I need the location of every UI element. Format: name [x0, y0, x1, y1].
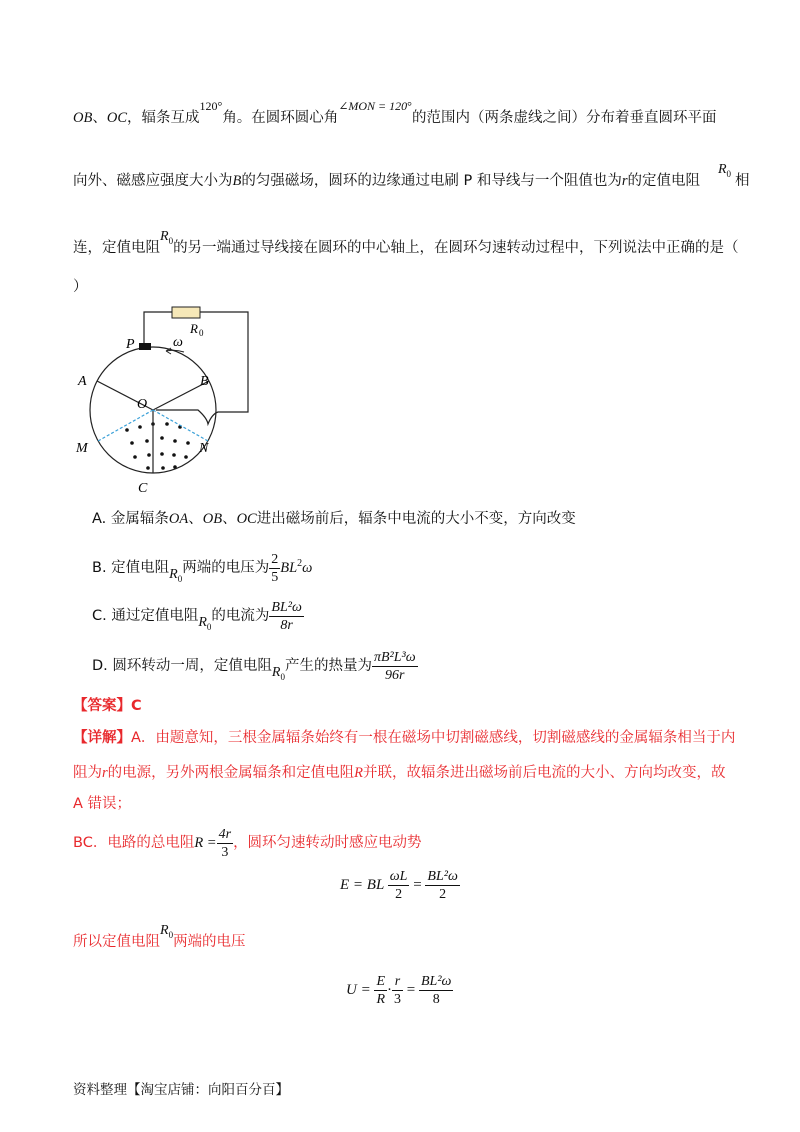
- option-d[interactable]: [92, 648, 418, 689]
- text: 、: [92, 110, 107, 126]
- explain-line-3: A 错误；: [73, 796, 132, 812]
- fraction: $\frac{4r}{3}$: [218, 826, 232, 860]
- label-r0-sub: 0: [199, 328, 204, 338]
- fraction: $\frac{\text{BL²ω}}{2}$: [427, 869, 458, 902]
- degree-sign: °: [217, 99, 223, 113]
- text: 进出磁场前后，辐条中电流的大小不变，方向改变: [256, 511, 576, 527]
- explain-line-1: [73, 728, 735, 748]
- symbol-R: R: [354, 765, 364, 781]
- brush-p: [139, 343, 151, 350]
- question-line-4: ）: [73, 279, 88, 295]
- fraction: $\frac{r}{3}$: [394, 974, 402, 1007]
- footer-source: 资料整理【淘宝店铺：向阳百分百】: [73, 1082, 289, 1098]
- equation-emf: E = BL $\frac{\omega L}{2}$ = $\frac{\text{BL²ω}}{2}$: [340, 869, 458, 902]
- symbol-b: B: [232, 173, 242, 189]
- answer-value: C: [131, 698, 142, 714]
- label-p: P: [126, 337, 135, 352]
- text: 连，定值电阻: [73, 240, 160, 256]
- explain-line-2: 阻为r的电源，另外两根金属辐条和定值电阻R并联，故辐条进出磁场前后电流的大小、方向均改变，故: [73, 765, 726, 781]
- symbol-ob: OB: [202, 511, 223, 527]
- angle-value: 120: [199, 99, 218, 113]
- fraction: $\frac{E}{R}$: [376, 974, 386, 1007]
- text: 两端的电压为: [182, 560, 270, 576]
- text: 产生的热量为: [284, 658, 372, 674]
- label-omega: ω: [173, 335, 183, 350]
- answer-tag: 【答案】: [73, 698, 131, 714]
- text: A．由题意知，三根金属辐条始终有一根在磁场中切割磁感线，切割磁感线的金属辐条相当于内: [131, 730, 736, 746]
- option-c[interactable]: [92, 598, 304, 639]
- expr: BL: [280, 560, 298, 576]
- explain-line-4: BC．电路的总电阻R = $\frac{4r}{3}$ ，圆环匀速转动时感应电动势: [73, 826, 422, 860]
- explain-tag: 【详解】: [73, 730, 131, 746]
- symbol-oa: OA: [168, 511, 189, 527]
- text-ob: OB: [73, 110, 93, 126]
- question-line-2: [73, 162, 750, 196]
- label-b: B: [200, 374, 209, 389]
- answer: [73, 696, 142, 716]
- fraction: $\frac{2}{5}$: [271, 551, 279, 585]
- question-line-1: [73, 99, 717, 128]
- text: 的另一端通过导线接在圆环的中心轴上，在圆环匀速转动过程中，下列说法中正确的是（: [173, 240, 739, 256]
- option-b[interactable]: [92, 550, 312, 591]
- text: 圆环转动一周，定值电阻: [112, 658, 272, 674]
- boundary-om: [98, 410, 153, 441]
- req-lhs: R =: [194, 835, 217, 851]
- symbol-r0: $R_0$: [160, 923, 174, 940]
- option-label: A.: [92, 511, 107, 527]
- circuit-figure: [70, 300, 270, 500]
- label-r0: R: [190, 321, 198, 336]
- text: 的电流为: [211, 608, 270, 624]
- label-o: O: [137, 397, 148, 412]
- symbol-oc: OC: [236, 511, 257, 527]
- option-label: B.: [92, 560, 107, 576]
- symbol-r: r: [102, 765, 108, 781]
- field-dots: [125, 422, 190, 470]
- resistor-r0: [172, 307, 200, 318]
- label-c: C: [138, 481, 148, 496]
- boundary-on: [153, 410, 208, 441]
- text-oc: OC: [106, 110, 127, 126]
- fraction: $\frac{\omega L}{2}$: [389, 869, 408, 902]
- label-n: N: [199, 441, 209, 456]
- label-m: M: [76, 441, 88, 456]
- text: 的定值电阻: [627, 173, 700, 189]
- symbol-r0: $R_0$: [169, 567, 183, 584]
- symbol-r: r: [621, 173, 628, 189]
- text: 定值电阻: [111, 560, 170, 576]
- fraction: $\frac{\text{πB²L³ω}}{96r}$: [373, 649, 416, 683]
- text: ，辐条互成: [127, 110, 200, 126]
- symbol-r0: $R_0$: [271, 665, 285, 682]
- angle-mon: ∠MON = 120: [338, 99, 408, 113]
- fraction: $\frac{\text{BL²ω}}{8}$: [421, 974, 452, 1007]
- text: 的匀强磁场，圆环的边缘通过电刷 P 和导线与一个阻值也为: [241, 173, 622, 189]
- fraction: $\frac{\text{BL²ω}}{8r}$: [271, 599, 302, 633]
- option-label: C.: [92, 608, 107, 624]
- question-line-3: [73, 229, 739, 263]
- text: 相: [735, 173, 750, 189]
- symbol-r0: $R_0$: [198, 615, 212, 632]
- text: 的范围内（两条虚线之间）分布着垂直圆环平面: [411, 110, 717, 126]
- explain-line-5: 所以定值电阻$R_0$两端的电压: [73, 923, 246, 950]
- text: 向外、磁感应强度大小为: [73, 173, 233, 189]
- symbol-r0: $R_0$: [717, 162, 732, 179]
- text: 角。在圆环圆心角: [222, 110, 339, 126]
- symbol-r0: $R_0$: [160, 229, 174, 246]
- wire-brush: [144, 312, 172, 344]
- option-a[interactable]: A. 金属辐条OA、OB、OC进出磁场前后，辐条中电流的大小不变，方向改变: [92, 511, 576, 527]
- label-a: A: [78, 374, 87, 389]
- option-label: D.: [92, 658, 108, 674]
- omega: ω: [302, 560, 313, 576]
- equation-voltage: U = $\frac{E}{R}$ · $\frac{r}{3}$ = $\frac{\text{BL²ω}}{8}$: [346, 974, 452, 1007]
- degree-sign: °: [407, 99, 412, 113]
- text: 通过定值电阻: [111, 608, 199, 624]
- exponent: 2: [297, 558, 303, 569]
- text: 金属辐条: [110, 511, 169, 527]
